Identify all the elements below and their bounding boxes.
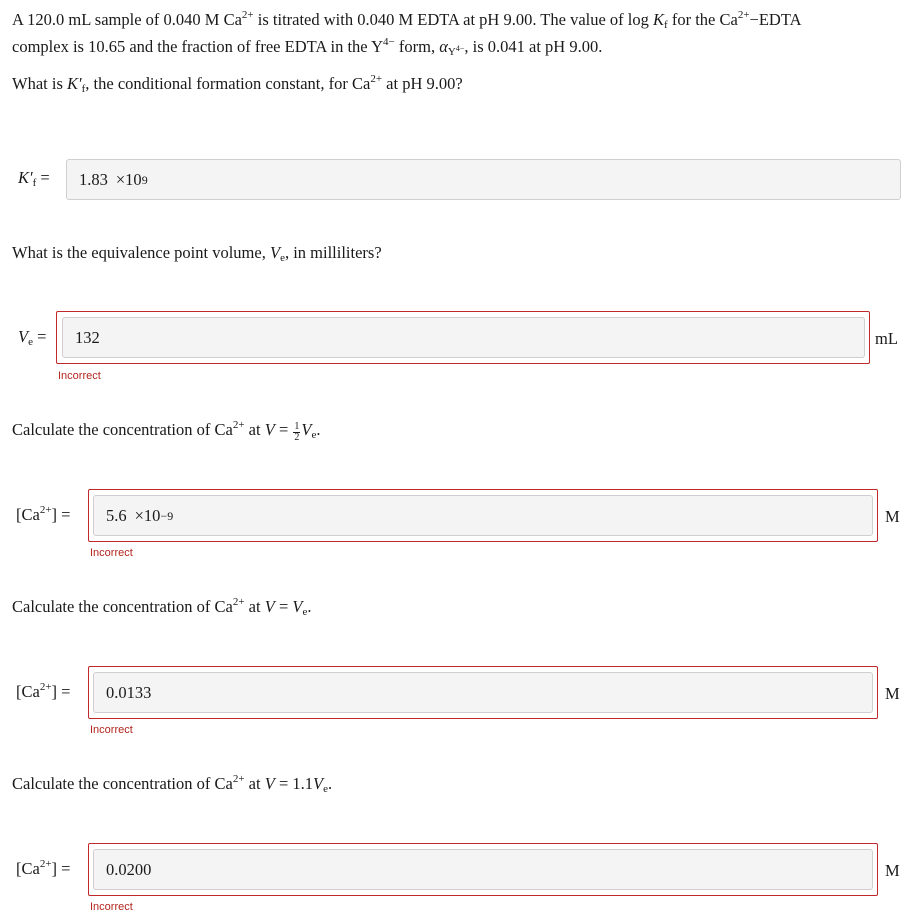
- question-5-prompt: Calculate the concentration of $Ca^{2+}$ at $V = 1.1V_e$.: [12, 773, 333, 795]
- ca-post-status: Incorrect: [90, 901, 133, 913]
- ca-post-unit: M: [885, 861, 900, 880]
- ca-half-status: Incorrect: [90, 547, 133, 559]
- question-2-prompt: What is the equivalence point volume, $V_e$, in milliliters?: [12, 243, 382, 264]
- ve-status: Incorrect: [58, 370, 101, 382]
- ve-answer-field[interactable]: 132: [62, 317, 865, 358]
- problem-line-2: complex is 10.65 and the fraction of free EDTA in the $Y^{4-}$ form, $\alpha_{Y^{4-}}$, is 0.041 at pH 9.00.: [12, 36, 603, 58]
- problem-line-1: A 120.0 mL sample of 0.040 M $Ca^{2+}$ is titrated with 0.040 M EDTA at pH 9.00. The value of $\log K_f$ for the $Ca^{2+}-EDTA$: [12, 9, 802, 31]
- ca-half-answer-field[interactable]: 5.6 ×10 −9: [93, 495, 873, 536]
- ca-eq-label: $[Ca^{2+}]$ =: [16, 681, 71, 701]
- kf-answer-field[interactable]: 1.83 ×10 9: [66, 159, 901, 200]
- question-3-prompt: Calculate the concentration of $Ca^{2+}$ at V = $\frac{1}{2}$ $V_e$.: [12, 419, 321, 443]
- problem-statement: [12, 6, 802, 60]
- ca-eq-status: Incorrect: [90, 724, 133, 736]
- ca-eq-unit: M: [885, 684, 900, 703]
- ca-post-answer-field[interactable]: 0.0200: [93, 849, 873, 890]
- question-1-prompt: What is $K'_f$, the conditional formation constant, for $Ca^{2+}$ at pH 9.00?: [12, 73, 463, 95]
- ve-label: $V_e$ =: [18, 327, 47, 348]
- ca-post-label: $[Ca^{2+}]$ =: [16, 858, 71, 878]
- ca-half-label: $[Ca^{2+}]$ =: [16, 504, 71, 524]
- ca-half-unit: M: [885, 507, 900, 526]
- half-fraction: $\frac{1}{2}$: [294, 421, 300, 443]
- question-4-prompt: Calculate the concentration of $Ca^{2+}$ at $V = V_e$.: [12, 596, 312, 618]
- kf-label: $K'_f$ =: [18, 168, 50, 189]
- ca-eq-answer-field[interactable]: 0.0133: [93, 672, 873, 713]
- ve-unit: mL: [875, 329, 898, 348]
